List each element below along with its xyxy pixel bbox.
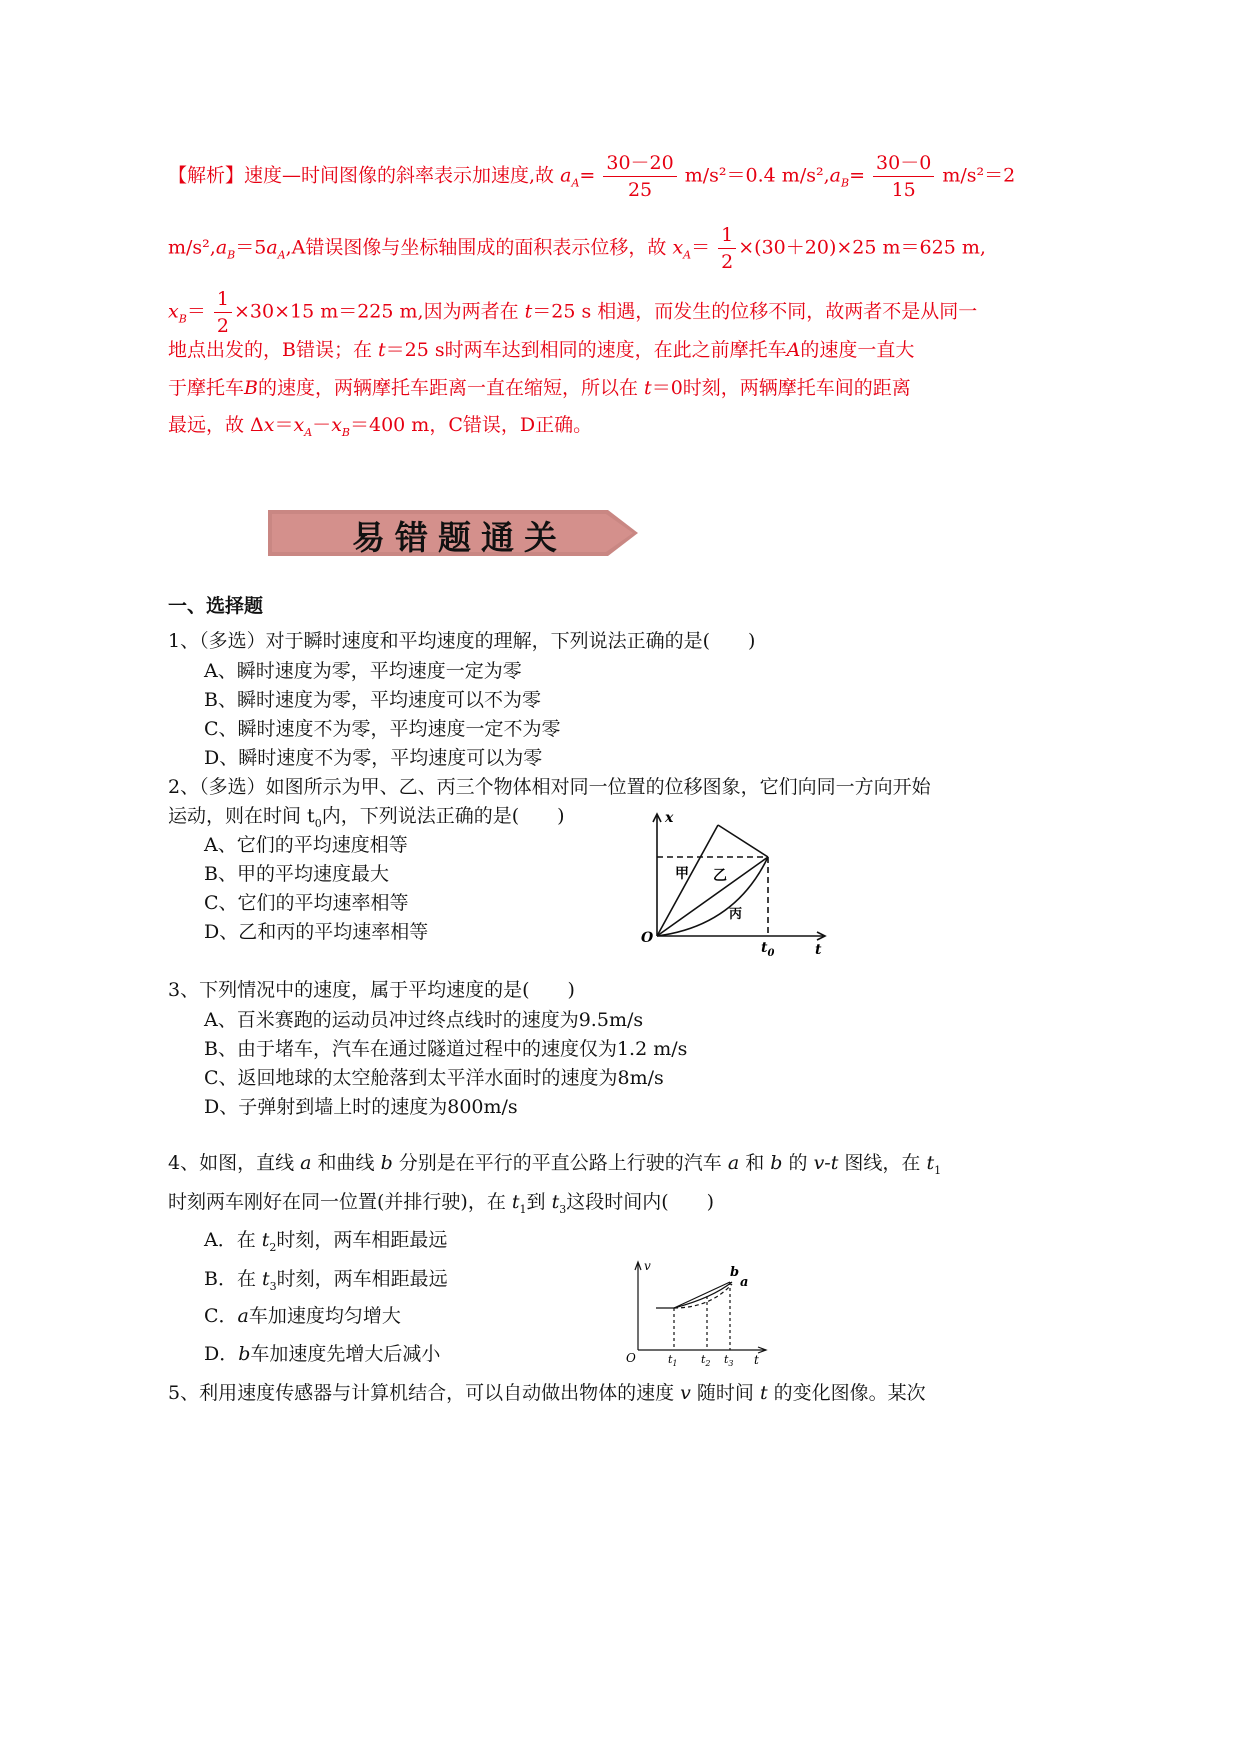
fig4-t2-label: $t_2$	[701, 1353, 711, 1368]
section-banner	[268, 508, 640, 558]
question-2-position-time-figure	[635, 808, 835, 958]
fraction-half-2: $\frac{1}{2}$	[214, 286, 232, 339]
question-2-stem-line-1: 2、（多选）如图所示为甲、乙、丙三个物体相对同一位置的位移图象，它们向同一方向开始	[168, 776, 931, 798]
analysis-line-3: $x_B=$ $\frac{1}{2}$ ×30×15 m＝225 m,因为两者在 t＝25 s 相遇，而发生的位移不同，故两者不是从同一	[168, 288, 978, 337]
fig4-t-axis-label: t	[754, 1353, 759, 1367]
question-3-option-a: A、百米赛跑的运动员冲过终点线时的速度为9.5m/s	[204, 1009, 644, 1031]
question-3-option-b: B、由于堵车，汽车在通过隧道过程中的速度仅为1.2 m/s	[204, 1038, 688, 1060]
question-2-stem-line-2: 运动，则在时间 $t_0$内，下列说法正确的是( )	[168, 805, 565, 830]
question-2-option-d: D、乙和丙的平均速率相等	[204, 921, 429, 943]
question-4-stem-line-2: 时刻两车刚好在同一位置(并排行驶)，在 $t_1$到 $t_3$这段时间内( )	[168, 1191, 715, 1216]
fig2-x-axis-label: x	[665, 810, 674, 826]
question-1-option-c: C、瞬时速度不为零，平均速度一定不为零	[204, 718, 561, 740]
question-1-option-b: B、瞬时速度为零，平均速度可以不为零	[204, 689, 541, 711]
question-3-stem: 3、下列情况中的速度，属于平均速度的是( )	[168, 979, 575, 1001]
fraction-aB: $\frac{30-0}{15}$	[873, 150, 934, 203]
analysis-line-5: 于摩托车B的速度，两辆摩托车距离一直在缩短，所以在 t＝0时刻，两辆摩托车间的距离	[168, 377, 911, 399]
analysis-tag: 【解析】	[168, 164, 245, 187]
fig4-a-label: a	[740, 1275, 749, 1290]
question-1-option-a: A、瞬时速度为零，平均速度一定为零	[204, 660, 522, 682]
section-title: 一、选择题	[168, 595, 264, 617]
question-1-stem: 1、（多选）对于瞬时速度和平均速度的理解，下列说法正确的是( )	[168, 630, 756, 652]
fig4-origin-label: O	[626, 1351, 636, 1365]
fig4-t1-label: $t_1$	[668, 1353, 678, 1368]
fig2-curve-yi: 乙	[713, 868, 727, 884]
fig4-b-label: b	[730, 1265, 740, 1280]
fig2-curve-bing: 丙	[729, 907, 743, 922]
question-4-velocity-time-figure	[620, 1258, 770, 1368]
fraction-aA: $\frac{30-20}{25}$	[603, 150, 676, 203]
question-4-option-b: B．在 $t_3$时刻，两车相距最远	[204, 1268, 448, 1293]
question-2-option-a: A、它们的平均速度相等	[204, 834, 408, 856]
fig2-origin-label: O	[641, 930, 654, 946]
question-4-option-d: D．b车加速度先增大后减小	[204, 1343, 441, 1365]
analysis-line-2: $m/s^2,a_B=5a_A,A$错误图像与坐标轴围成的面积表示位移，故 $x_A=$ $\frac{1}{2}$ ×(30＋20)×25 m＝625 m,	[168, 224, 986, 273]
banner-title: 易错题通关	[352, 518, 567, 557]
question-3-option-c: C、返回地球的太空舱落到太平洋水面时的速度为8m/s	[204, 1067, 664, 1089]
fig2-t0-label: $t_0$	[761, 940, 775, 958]
question-4-option-a: A．在 $t_2$时刻，两车相距最远	[204, 1229, 448, 1254]
question-4-stem-line-1: 4、如图，直线 a 和曲线 b 分别是在平行的平直公路上行驶的汽车 a 和 b 的 v-t 图线，在 $t_1$	[168, 1152, 942, 1177]
fig4-v-axis-label: v	[644, 1259, 651, 1273]
analysis-line-4: 地点出发的，B错误；在 t＝25 s时两车达到相同的速度，在此之前摩托车A的速度一直大	[168, 339, 915, 361]
question-3-option-d: D、子弹射到墙上时的速度为800m/s	[204, 1096, 518, 1118]
question-5-stem: 5、利用速度传感器与计算机结合，可以自动做出物体的速度 v 随时间 t 的变化图像。某次	[168, 1382, 926, 1404]
fig2-curve-jia: 甲	[675, 866, 689, 882]
fraction-half-1: $\frac{1}{2}$	[718, 222, 736, 275]
analysis-line-1: 【解析】速度—时间图像的斜率表示加速度,故 $a_A=$ $\frac{30-20}{25}$ m/s²＝0.4 $m/s^2,a_B=$ $\frac{30-0}{15}$ m/s²＝2	[168, 152, 1016, 201]
fig4-t3-label: $t_3$	[724, 1353, 734, 1368]
fig2-t-axis-label: t	[815, 942, 822, 958]
question-2-option-c: C、它们的平均速率相等	[204, 892, 409, 914]
question-4-option-c: C．a车加速度均匀增大	[204, 1305, 401, 1327]
question-2-option-b: B、甲的平均速度最大	[204, 863, 389, 885]
question-1-option-d: D、瞬时速度不为零，平均速度可以为零	[204, 747, 543, 769]
analysis-line-6: 最远，故 $\Delta x=x_A-x_B=400$ m，C错误，D正确。	[168, 414, 593, 439]
